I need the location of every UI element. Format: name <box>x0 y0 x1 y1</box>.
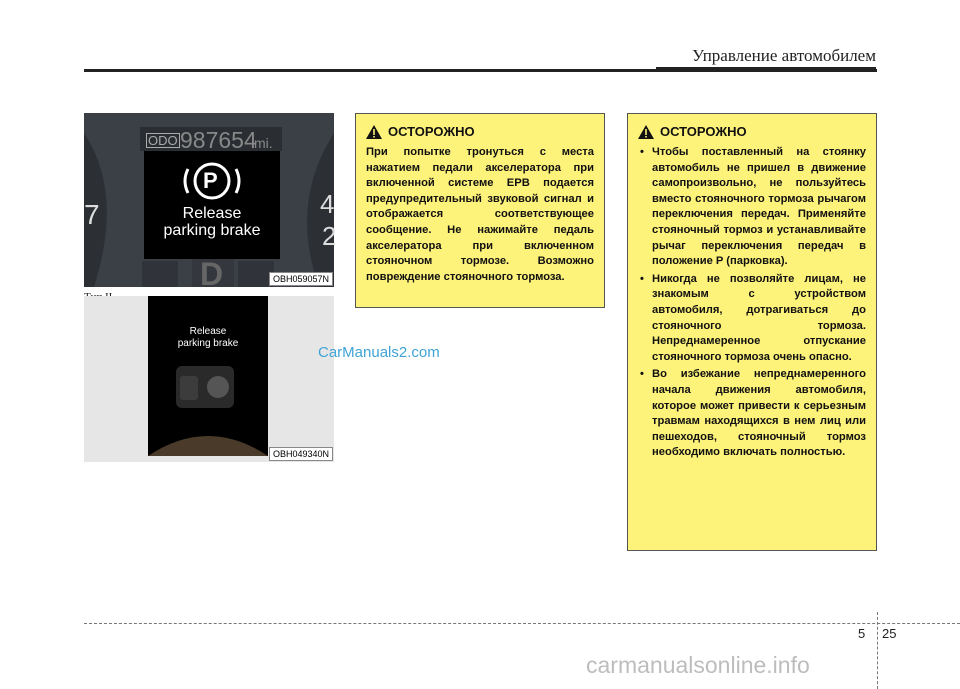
footer-divider <box>877 612 878 689</box>
cluster-message-line1: Release <box>182 205 242 222</box>
cluster-photo <box>84 113 337 292</box>
gauge-left-number: 7 <box>84 199 100 230</box>
warning-2-list <box>638 145 866 461</box>
warning-1-title: ОСТОРОЖНО <box>388 124 475 139</box>
odo-value: 987654 <box>180 127 257 153</box>
list-item: • Во избежание непреднамеренного начала движения автомобиля, которое может привести к серьезным травмам находящихся в нем лиц или пешеходов, стояночный тормоз необходимо включать полностью. <box>638 367 866 461</box>
gauge-right-top-number: 4 <box>320 189 335 219</box>
switch-photo <box>84 296 334 462</box>
cluster-image-code: OBH059057N <box>269 272 333 286</box>
cluster-message-line2: parking brake <box>163 222 261 239</box>
warning-triangle-icon <box>638 125 654 139</box>
list-item: • Чтобы поставленный на стоянку автомобиль не пришел в движение самопроизвольно, не пользуйтесь вместо стояночного тормоза рычагом переключения передач. Применяйте стояночный тормоз и устанавливайте рычаг переключения передач в положение P (парковка). <box>638 145 866 270</box>
list-item: • Никогда не позволяйте лицам, не знакомым с устройством автомобиля, дотрагиваться до стояночного тормоза. Непреднамеренное отпускание стояночного тормоза очень опасно. <box>638 272 866 366</box>
watermark: CarManuals2.com <box>318 344 440 361</box>
switch-illustration <box>84 296 334 462</box>
page-chapter: 5 <box>858 626 866 641</box>
odo-unit: mi. <box>254 135 273 151</box>
gauge-right-bottom-number: 2 <box>322 221 337 251</box>
warning-triangle-icon <box>366 125 382 139</box>
parking-brake-p: P <box>203 168 218 193</box>
site-watermark: carmanualsonline.info <box>586 652 810 678</box>
switch-message-line1: Release <box>189 326 227 337</box>
warning-2-header <box>638 124 866 139</box>
header-title: Управление автомобилем <box>692 46 876 65</box>
warning-1-header <box>366 124 594 139</box>
footer-rule <box>84 623 960 624</box>
warning-box-1 <box>355 113 605 308</box>
warning-1-text: При попытке тронуться с места нажатием педали акселератора при включенной системе EPB подается предупредительный звуковой сигнал и отображается соответствующее сообщение. Не нажимайте педаль акселератора при включенном стояночном тормозе. Возможно повреждение стояночного тормоза. <box>366 146 594 283</box>
page-number: 25 <box>882 626 897 641</box>
switch-message-line2: parking brake <box>177 338 239 349</box>
gear-indicator: D <box>200 256 224 292</box>
switch-image-code: OBH049340N <box>269 447 333 461</box>
warning-2-title: ОСТОРОЖНО <box>660 124 747 139</box>
odo-label: ODO <box>148 133 178 148</box>
header-rule-accent <box>656 67 876 72</box>
warning-box-2 <box>627 113 877 551</box>
